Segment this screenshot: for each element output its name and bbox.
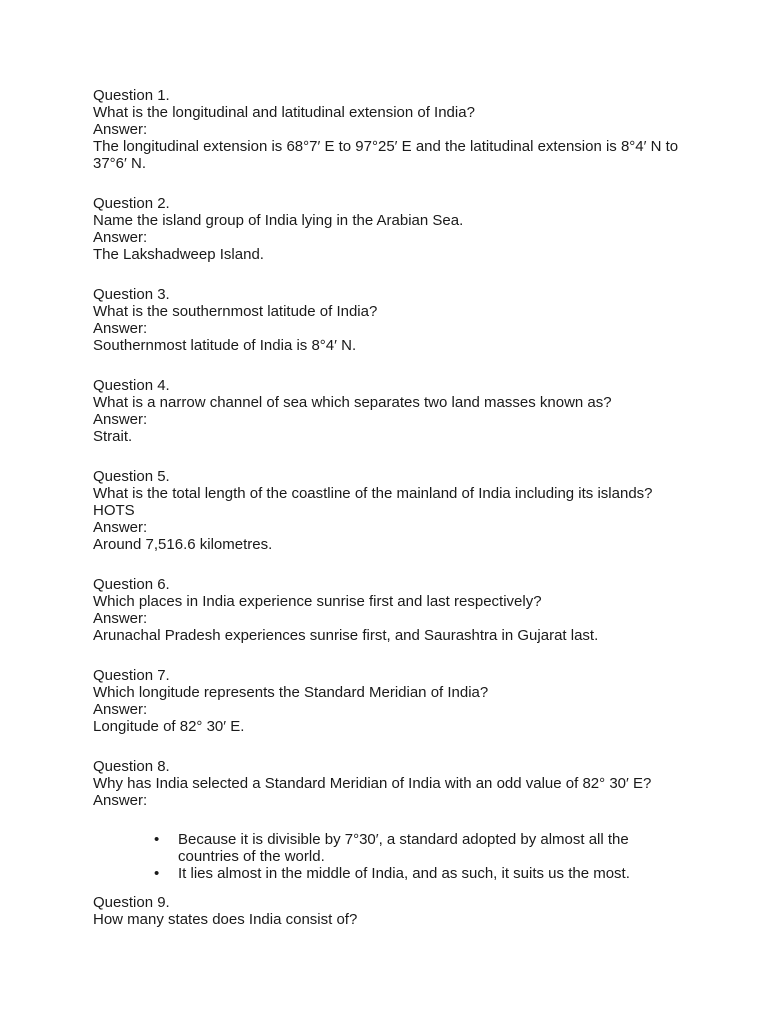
- qa-block-3: [93, 286, 683, 354]
- question-number: Question 9.: [93, 894, 170, 911]
- qa-block-5: [93, 468, 683, 553]
- question-text: Which places in India experience sunrise first and last respectively?: [93, 593, 542, 610]
- answer-label: Answer:: [93, 229, 148, 246]
- question-text: Why has India selected a Standard Meridian of India with an odd value of 82° 30′ E?: [93, 775, 652, 792]
- answer-text: The longitudinal extension is 68°7′ E to 97°25′ E and the latitudinal extension is 8°4′ N to 37°6′ N.: [93, 138, 679, 172]
- question-text: What is the longitudinal and latitudinal extension of India?: [93, 104, 475, 121]
- answer-text: Longitude of 82° 30′ E.: [93, 718, 245, 735]
- qa-block-4: [93, 377, 683, 445]
- question-text: Name the island group of India lying in the Arabian Sea.: [93, 212, 464, 229]
- answer-text: Around 7,516.6 kilometres.: [93, 536, 273, 553]
- answer-label: Answer:: [93, 121, 148, 138]
- qa-block-8: [93, 758, 683, 882]
- bullet-text: It lies almost in the middle of India, and as such, it suits us the most.: [178, 865, 630, 882]
- question-number: Question 8.: [93, 758, 170, 775]
- bullet-text: Because it is divisible by 7°30′, a standard adopted by almost all the countries of the world.: [178, 831, 629, 865]
- qa-block-1: [93, 87, 683, 172]
- question-number: Question 7.: [93, 667, 170, 684]
- answer-bullet-list: [93, 831, 683, 882]
- answer-bullet-item: [154, 865, 683, 882]
- question-number: Question 6.: [93, 576, 170, 593]
- answer-label: Answer:: [93, 519, 148, 536]
- question-number: Question 5.: [93, 468, 170, 485]
- question-text: What is the total length of the coastline of the mainland of India including its islands? HOTS: [93, 485, 653, 519]
- answer-bullet-item: [154, 831, 683, 865]
- question-text: What is a narrow channel of sea which separates two land masses known as?: [93, 394, 612, 411]
- answer-label: Answer:: [93, 610, 148, 627]
- bullet-icon: •: [154, 831, 160, 848]
- answer-text: Southernmost latitude of India is 8°4′ N.: [93, 337, 357, 354]
- answer-text: Arunachal Pradesh experiences sunrise first, and Saurashtra in Gujarat last.: [93, 627, 599, 644]
- answer-label: Answer:: [93, 792, 148, 809]
- qa-block-6: [93, 576, 683, 644]
- answer-text: Strait.: [93, 428, 133, 445]
- answer-text: The Lakshadweep Island.: [93, 246, 264, 263]
- question-text: What is the southernmost latitude of India?: [93, 303, 378, 320]
- answer-label: Answer:: [93, 320, 148, 337]
- question-number: Question 2.: [93, 195, 170, 212]
- question-text: How many states does India consist of?: [93, 911, 358, 928]
- answer-label: Answer:: [93, 701, 148, 718]
- qa-block-7: [93, 667, 683, 735]
- question-text: Which longitude represents the Standard Meridian of India?: [93, 684, 489, 701]
- qa-block-2: [93, 195, 683, 263]
- question-number: Question 4.: [93, 377, 170, 394]
- bullet-icon: •: [154, 865, 160, 882]
- answer-label: Answer:: [93, 411, 148, 428]
- question-number: Question 1.: [93, 87, 170, 104]
- question-number: Question 3.: [93, 286, 170, 303]
- qa-block-9: [93, 894, 683, 928]
- document-page: [93, 87, 683, 951]
